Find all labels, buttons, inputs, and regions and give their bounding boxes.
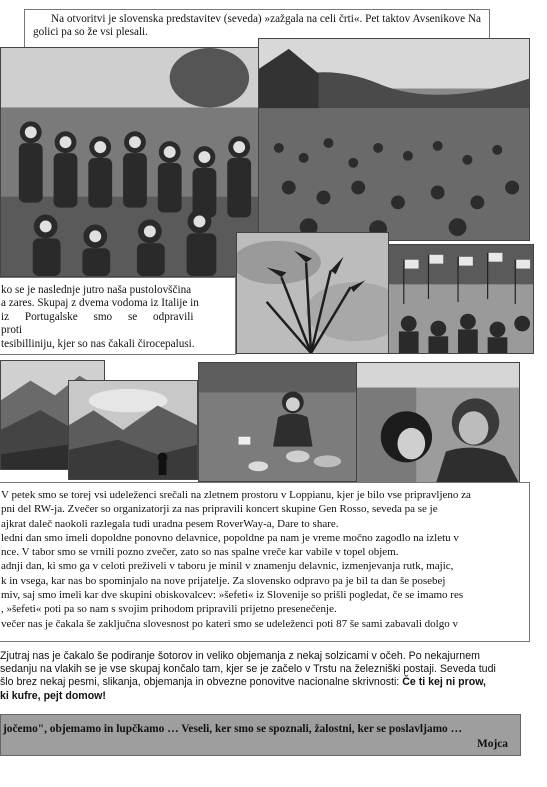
middle-caption-line-2: a zares. Skupaj z dvema vodoma iz Italije in	[1, 297, 199, 310]
body-line-7: k in vsega, kar nas bo spominjalo na nove prijatelje. Za slovensko odpravo pa je bil ta dan še posebej	[1, 574, 446, 587]
body-line-2: pni del RW-ja. Zvečer so organizatorji za nas pripravili koncert skupine Gen Rosso, seveda pa se je	[1, 503, 438, 516]
footer-band	[0, 714, 521, 756]
mountain-photo-2	[68, 380, 198, 480]
top-caption-text: Na otvoritvi je slovenska predstavitev (seveda) »zažgala na celi črti«. Pet taktov Avsenikove Na golici pa so že vsi plesali.	[33, 13, 481, 39]
train-photo	[356, 362, 520, 484]
sculpture-photo	[236, 232, 389, 354]
closing-line-3-bold: Če ti kej ni prow,	[402, 676, 486, 689]
closing-line-3	[0, 676, 520, 689]
group-photo	[0, 47, 262, 277]
closing-line-3-text: šlo brez nekaj pesmi, slikanja, objemanja in obvezne ponovitve nacionalne skrivnosti:	[0, 676, 403, 689]
body-text-box	[0, 482, 530, 642]
body-line-4: ledni dan smo imeli dopoldne ponovno delavnice, popoldne pa nam je vreme močno zagodlo na izletu v	[1, 531, 459, 544]
footer-text: jočemo", objemamo in lupčkamo … Veseli, ker smo se spoznali, žalostni, ker se poslavljamo …	[3, 723, 462, 735]
body-line-5: nce. V tabor smo se vrnili pozno zvečer, zato so nas spalne vreče kar vabile v topel objem.	[1, 546, 399, 559]
body-line-9: , »šefeti« poti pa so nam s svojim prihodom pripravili prijetno presenečenje.	[1, 603, 337, 616]
closing-line-1: Zjutraj nas je čakalo še podiranje šotorov in veliko objemanja z nekaj solzicami v očeh. Po nekajurnem	[0, 650, 480, 662]
camping-photo	[198, 362, 361, 482]
closing-line-4	[0, 690, 520, 703]
body-line-1: V petek smo se torej vsi udeleženci srečali na zletnem prostoru v Loppianu, kjer je bilo vse pripravljeno za	[1, 489, 471, 501]
middle-caption-box	[0, 277, 236, 355]
flags-photo	[388, 244, 534, 354]
body-line-6: adnji dan, ki smo ga v celoti preživeli v taboru je minil v znamenju delavnic, izmenjevanja rutk, majic,	[1, 560, 454, 573]
footer-author: Mojca	[477, 738, 508, 750]
closing-paragraph	[0, 650, 520, 703]
closing-line-2: sedanju na vlakih se je vse skupaj končalo tam, kjer se je začelo v Trstu na železniški postaji. Seveda tudi	[0, 663, 496, 676]
closing-line-4-bold: ki kufre, pejt domow!	[0, 689, 106, 702]
body-line-3: ajkrat daleč naokoli razlegala tudi uradna pesem RoverWay-a, Dare to share.	[1, 517, 339, 530]
body-line-8: miv, saj smo imeli kar dve skupini obiskovalcev: »šefeti« iz Slovenije so prišli pogledat, če se imamo res	[1, 589, 464, 602]
middle-caption-line-1: ko se je naslednje jutro naša pustolovščina	[1, 284, 192, 296]
middle-caption-line-4: tesibilliniju, kjer so nas čakali čirocepalusi.	[1, 337, 195, 350]
middle-caption-line-3: iz Portugalske smo se odpravili proti	[1, 310, 194, 337]
crowd-photo	[258, 38, 530, 241]
body-line-10: večer nas je čakala še zaključna slovesnost po kateri smo se udeleženci poti 87 še sami zabavali dolgo v	[1, 617, 458, 630]
